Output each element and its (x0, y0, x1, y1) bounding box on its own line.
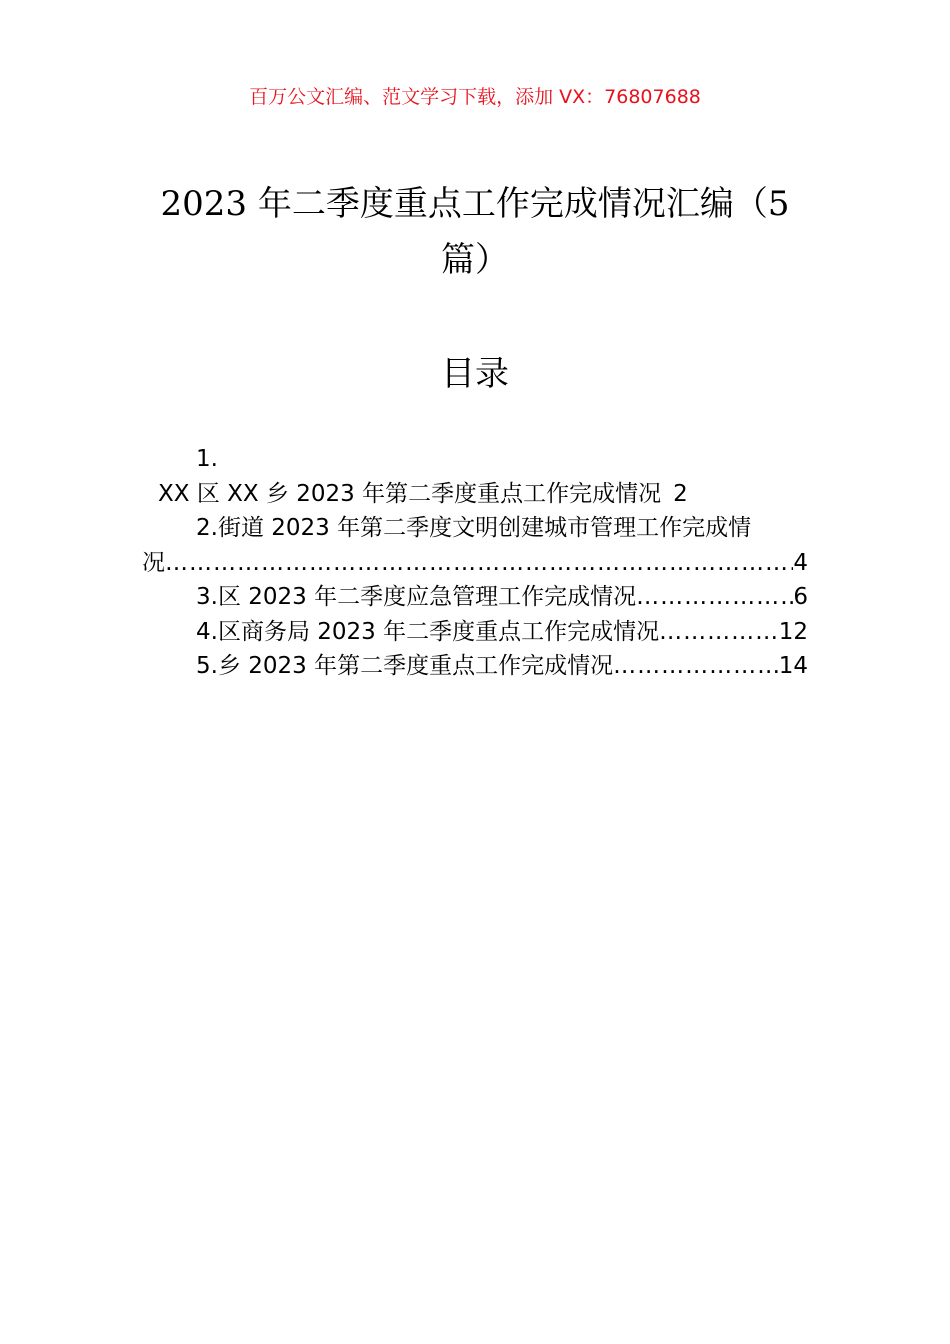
toc-entry-5[interactable] (142, 649, 808, 684)
toc-entry-1[interactable] (142, 477, 808, 512)
table-of-contents (142, 442, 808, 684)
toc-entry-5-page: 14 (778, 653, 808, 679)
toc-entry-2-text-line-1: 2.街道 2023 年第二季度文明创建城市管理工作完成情 (196, 515, 752, 541)
toc-entry-2-text-line-2: 况 (142, 549, 165, 576)
document-title-line-2: 篇） (441, 240, 509, 280)
document-title-line-1: 2023 年二季度重点工作完成情况汇编（5 (160, 184, 790, 224)
toc-entry-5-text: 5.乡 2023 年第二季度重点工作完成情况 (196, 653, 614, 679)
toc-entry-3-text: 3.区 2023 年二季度应急管理工作完成情况 (196, 584, 637, 610)
toc-entry-4-text: 4.区商务局 2023 年二季度重点工作完成情况 (196, 618, 660, 645)
header-watermark-note: 百万公文汇编、范文学习下载，添加 VX：76807688 (249, 86, 701, 108)
toc-entry-5-leader (613, 649, 779, 684)
toc-entry-3[interactable] (142, 580, 808, 615)
toc-entry-1-number: 1. (196, 446, 218, 472)
toc-entry-2-leader (165, 546, 793, 581)
toc-heading: 目录 (441, 354, 509, 394)
toc-entry-3-page: 6 (793, 584, 808, 610)
toc-entry-4-page: 12 (778, 618, 808, 645)
toc-entry-1-page: 2 (673, 480, 688, 507)
toc-entry-1-text: XX 区 XX 乡 2023 年第二季度重点工作完成情况 (158, 480, 662, 507)
toc-entry-3-leader (636, 580, 793, 615)
toc-entry-2-line-2[interactable] (142, 546, 808, 581)
toc-entry-2-line-1[interactable] (142, 511, 808, 546)
toc-entry-1-number-line[interactable] (142, 442, 808, 477)
toc-entry-2-page: 4 (793, 549, 808, 576)
toc-entry-4[interactable] (142, 615, 808, 650)
toc-entry-4-leader (659, 615, 779, 650)
document-title (150, 176, 800, 288)
